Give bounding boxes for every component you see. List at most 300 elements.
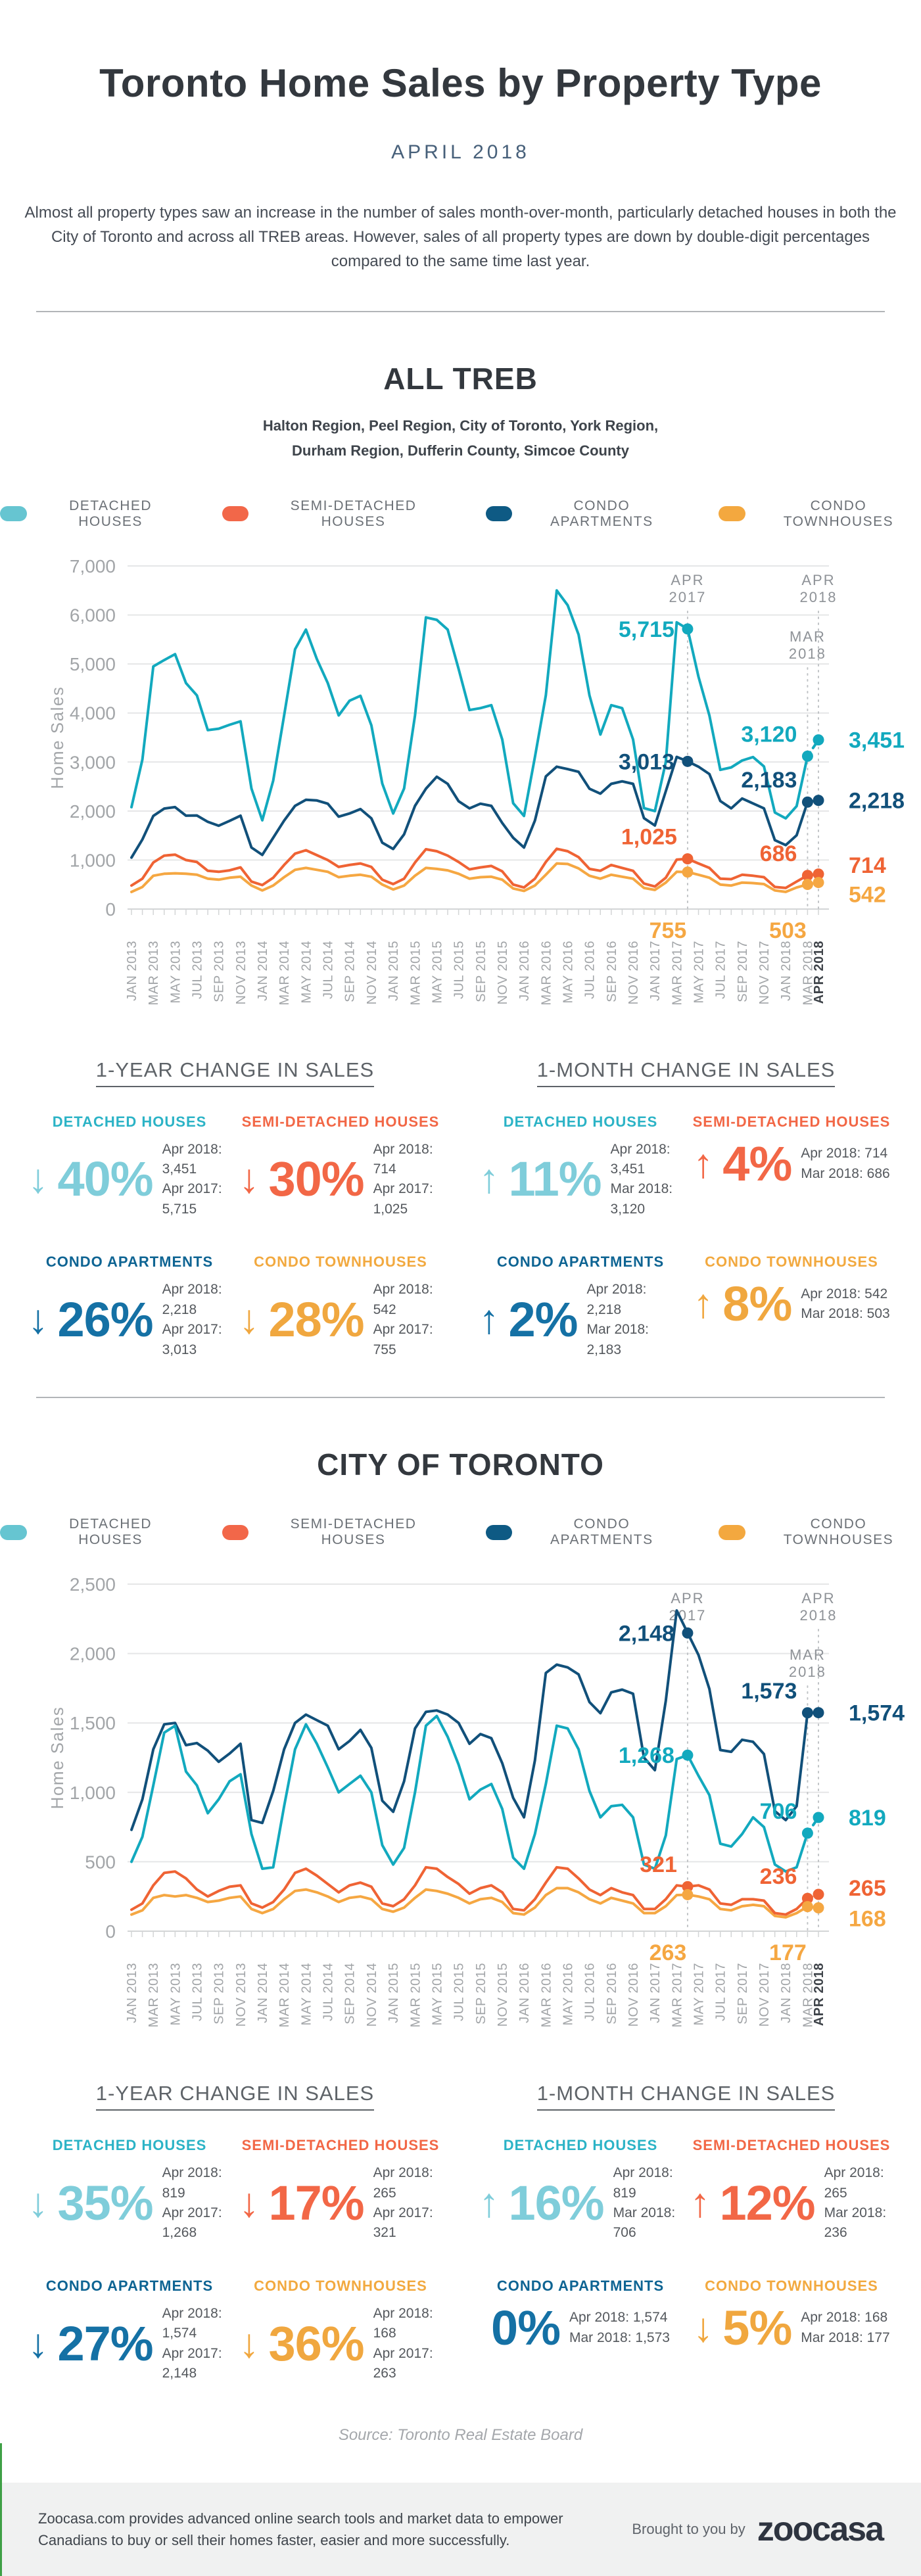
x-tick-label: NOV 2014 <box>365 1963 379 2026</box>
stat-line-current: Apr 2018: 3,451 <box>162 1140 231 1180</box>
annotation-label: APR <box>671 1590 704 1606</box>
legend-item-label: DETACHED HOUSES <box>37 1516 184 1548</box>
arrow-down-icon: ↓ <box>28 1159 49 1200</box>
stat-percent: 36% <box>269 2320 364 2368</box>
series-line-detached <box>131 590 807 820</box>
y-tick-label: 1,000 <box>70 1783 116 1803</box>
x-tick-label: JAN 2016 <box>517 941 532 1001</box>
stat-line-current: Apr 2018: 2,218 <box>586 1280 682 1320</box>
y-tick-label: 0 <box>105 1921 116 1942</box>
data-point-dot-townhouse <box>682 1889 693 1900</box>
legend-item-label: CONDO TOWNHOUSES <box>756 1516 921 1548</box>
annotation-label: 2018 <box>789 645 826 662</box>
footer-edge-accent <box>0 2443 2 2576</box>
legend-item-semi <box>222 1516 448 1548</box>
legend-item-label: CONDO APARTMENTS <box>523 1516 680 1548</box>
stat-value-row <box>28 1140 231 1220</box>
data-point-dot-townhouse <box>813 1902 824 1913</box>
detached-legend-swatch <box>0 506 27 521</box>
x-tick-label: MAY 2017 <box>692 1963 707 2026</box>
legend-item-detached <box>0 498 184 530</box>
one-year-stats-grid <box>28 2137 442 2384</box>
stat-line-previous: Apr 2017: 263 <box>373 2344 442 2384</box>
data-point-dot-semi <box>813 1889 824 1900</box>
x-tick-label: NOV 2015 <box>496 941 510 1004</box>
detached-legend-swatch <box>0 1525 27 1540</box>
x-tick-label: JAN 2018 <box>779 1963 793 2023</box>
all-treb-chart-svg <box>0 536 921 1006</box>
arrow-up-icon: ↑ <box>690 2183 711 2224</box>
stat-detail-lines <box>824 2163 893 2243</box>
stat-item-semi <box>239 1113 442 1220</box>
city-of-toronto-chart <box>0 1555 921 2033</box>
stat-item-townhouse <box>690 1253 893 1360</box>
x-tick-label: NOV 2017 <box>757 1963 772 2026</box>
y-tick-label: 3,000 <box>70 752 116 772</box>
x-tick-label: JAN 2014 <box>256 941 270 1001</box>
x-tick-label: NOV 2013 <box>234 1963 248 2026</box>
stat-item-semi <box>690 2137 893 2243</box>
stat-series-label: SEMI-DETACHED HOUSES <box>242 2137 440 2154</box>
stat-line-previous: Apr 2017: 1,025 <box>373 1179 442 1219</box>
x-tick-label: SEP 2014 <box>343 1963 358 2025</box>
x-tick-label: JAN 2014 <box>256 1963 270 2023</box>
stat-item-detached <box>28 2137 231 2243</box>
one-year-stats-grid <box>28 1113 442 1361</box>
callout-value-semi: 321 <box>640 1852 677 1877</box>
x-tick-label: APR 2018 <box>812 941 826 1004</box>
source-note: Source: Toronto Real Estate Board <box>0 2426 921 2445</box>
stat-item-condo <box>479 1253 682 1360</box>
data-point-dot-detached <box>682 623 693 634</box>
x-tick-label: JAN 2016 <box>517 1963 532 2023</box>
stat-line-previous: Mar 2018: 3,120 <box>611 1179 682 1219</box>
footer-brand <box>632 2510 883 2549</box>
x-tick-label: JUL 2017 <box>714 1963 728 2021</box>
callout-value-detached: 3,451 <box>849 728 905 753</box>
callout-value-detached: 5,715 <box>619 617 674 642</box>
x-tick-label: JUL 2015 <box>452 941 467 999</box>
x-tick-label: JUL 2014 <box>321 1963 336 2021</box>
y-tick-label: 5,000 <box>70 654 116 674</box>
y-tick-label: 1,500 <box>70 1713 116 1733</box>
one-month-change-block <box>479 1058 893 1361</box>
x-tick-label: NOV 2016 <box>626 1963 641 2026</box>
x-tick-label: NOV 2016 <box>626 941 641 1004</box>
annotation-label: 2017 <box>669 1607 706 1624</box>
x-tick-label: MAR 2014 <box>277 1963 292 2028</box>
x-tick-label: SEP 2017 <box>736 1963 750 2025</box>
footer <box>0 2483 921 2576</box>
annotation-label: APR <box>801 1590 835 1606</box>
x-tick-label: NOV 2014 <box>365 941 379 1004</box>
stat-percent: 2% <box>509 1296 578 1344</box>
stat-series-label: CONDO APARTMENTS <box>497 2278 664 2295</box>
stat-series-label: CONDO APARTMENTS <box>46 2278 213 2295</box>
callout-value-condo: 2,218 <box>849 788 905 813</box>
legend-item-label: SEMI-DETACHED HOUSES <box>259 498 448 530</box>
arrow-down-icon: ↓ <box>28 1300 49 1340</box>
stat-line-current: Apr 2018: 3,451 <box>611 1140 682 1180</box>
x-tick-label: SEP 2017 <box>736 941 750 1002</box>
arrow-up-icon: ↑ <box>693 1284 713 1324</box>
data-point-dot-semi <box>682 853 693 864</box>
stat-detail-lines <box>569 2308 670 2348</box>
stat-line-previous: Mar 2018: 2,183 <box>586 1320 682 1360</box>
stat-series-label: CONDO APARTMENTS <box>497 1253 664 1271</box>
stat-line-current: Apr 2018: 714 <box>373 1140 442 1180</box>
legend-item-condo <box>486 498 680 530</box>
one-year-title: 1-YEAR CHANGE IN SALES <box>96 2082 374 2111</box>
data-point-dot-detached <box>813 734 824 745</box>
stat-percent: 8% <box>722 1280 791 1328</box>
x-tick-label: APR 2018 <box>812 1963 826 2026</box>
x-tick-label: MAR 2015 <box>408 941 423 1006</box>
data-point-dot-condo <box>813 795 824 806</box>
x-tick-label: MAY 2014 <box>299 1963 314 2026</box>
stat-value-row <box>28 1280 231 1360</box>
callout-value-detached: 1,268 <box>619 1743 674 1768</box>
legend-item-label: DETACHED HOUSES <box>37 498 184 530</box>
stat-detail-lines <box>162 1280 231 1360</box>
stat-detail-lines <box>162 1140 231 1220</box>
legend <box>0 1516 921 1548</box>
y-tick-label: 1,000 <box>70 850 116 870</box>
y-tick-label: 7,000 <box>70 556 116 576</box>
stat-percent: 35% <box>58 2179 153 2228</box>
stat-line-previous: Mar 2018: 236 <box>824 2203 893 2243</box>
x-tick-label: MAR 2016 <box>539 941 554 1006</box>
stat-line-previous: Mar 2018: 686 <box>801 1164 889 1184</box>
stat-item-detached <box>479 1113 682 1220</box>
stat-detail-lines <box>586 1280 682 1360</box>
legend-item-label: CONDO TOWNHOUSES <box>756 498 921 530</box>
city-of-toronto-stats <box>0 2082 921 2384</box>
callout-value-semi: 236 <box>760 1864 797 1889</box>
one-month-title: 1-MONTH CHANGE IN SALES <box>537 2082 836 2111</box>
y-tick-label: 2,000 <box>70 1644 116 1664</box>
region-subtitle <box>0 413 921 464</box>
x-tick-label: NOV 2015 <box>496 1963 510 2026</box>
stat-detail-lines <box>373 2163 442 2243</box>
stat-line-previous: Mar 2018: 1,573 <box>569 2328 670 2348</box>
section-divider <box>36 311 885 312</box>
y-axis-title: Home Sales <box>47 1706 67 1810</box>
x-tick-label: SEP 2016 <box>605 941 619 1002</box>
callout-value-condo: 2,183 <box>741 768 797 793</box>
stat-percent: 28% <box>269 1296 364 1344</box>
stat-series-label: SEMI-DETACHED HOUSES <box>693 2137 891 2154</box>
x-tick-label: JUL 2015 <box>452 1963 467 2021</box>
callout-value-townhouse: 263 <box>649 1940 687 1965</box>
arrow-down-icon: ↓ <box>693 2308 713 2349</box>
y-axis-title: Home Sales <box>47 686 67 789</box>
series-line-semi <box>131 849 807 888</box>
arrow-down-icon: ↓ <box>239 1159 260 1200</box>
x-tick-label: MAY 2014 <box>299 941 314 1004</box>
stat-line-previous: Mar 2018: 706 <box>613 2203 682 2243</box>
stat-percent: 27% <box>58 2320 153 2368</box>
arrow-down-icon: ↓ <box>28 2324 49 2364</box>
brought-to-you-by-label: Brought to you by <box>632 2521 745 2538</box>
data-point-dot-condo <box>802 1707 813 1718</box>
x-tick-label: JUL 2013 <box>191 941 205 999</box>
annotation-label: APR <box>671 572 704 588</box>
all-treb-chart <box>0 536 921 1010</box>
stat-item-detached <box>479 2137 682 2243</box>
legend-item-condo <box>486 1516 680 1548</box>
arrow-down-icon: ↓ <box>239 2183 260 2224</box>
semi-legend-swatch <box>222 1525 249 1540</box>
stat-line-current: Apr 2018: 168 <box>801 2308 889 2328</box>
series-line-detached <box>131 1716 807 1872</box>
stat-line-current: Apr 2018: 542 <box>373 1280 442 1320</box>
stat-item-townhouse <box>239 2278 442 2384</box>
x-tick-label: MAR 2013 <box>147 941 161 1006</box>
x-tick-label: MAY 2015 <box>430 941 444 1004</box>
one-month-stats-grid <box>479 2137 893 2353</box>
x-tick-label: JAN 2013 <box>125 1963 139 2023</box>
one-year-title: 1-YEAR CHANGE IN SALES <box>96 1058 374 1087</box>
stat-series-label: CONDO APARTMENTS <box>46 1253 213 1271</box>
callout-value-condo: 1,573 <box>741 1679 797 1704</box>
stat-item-townhouse <box>239 1253 442 1360</box>
arrow-down-icon: ↓ <box>239 2324 260 2364</box>
stat-percent: 12% <box>720 2179 815 2228</box>
section-title: ALL TREB <box>0 361 921 396</box>
stat-value-row <box>239 2163 442 2243</box>
stat-line-current: Apr 2018: 265 <box>373 2163 442 2203</box>
legend-item-townhouse <box>719 1516 921 1548</box>
series-line-semi <box>131 1867 807 1915</box>
x-tick-label: MAR 2016 <box>539 1963 554 2028</box>
y-tick-label: 0 <box>105 899 116 920</box>
x-tick-label: SEP 2014 <box>343 941 358 1002</box>
x-tick-label: JAN 2015 <box>387 1963 401 2023</box>
stat-line-current: Apr 2018: 542 <box>801 1284 889 1304</box>
x-tick-label: NOV 2017 <box>757 941 772 1004</box>
annotation-label: APR <box>801 572 835 588</box>
data-point-dot-detached <box>813 1812 824 1823</box>
callout-value-semi: 1,025 <box>621 824 677 849</box>
townhouse-legend-swatch <box>719 506 745 521</box>
one-month-stats-grid <box>479 1113 893 1361</box>
arrow-up-icon: ↑ <box>479 1300 500 1340</box>
stat-line-previous: Mar 2018: 503 <box>801 1304 889 1324</box>
one-month-title: 1-MONTH CHANGE IN SALES <box>537 1058 836 1087</box>
data-point-dot-detached <box>682 1750 693 1761</box>
callout-value-detached: 3,120 <box>741 722 797 747</box>
stat-line-previous: Apr 2017: 3,013 <box>162 1320 231 1360</box>
stat-item-detached <box>28 1113 231 1220</box>
x-tick-label: NOV 2013 <box>234 941 248 1004</box>
stat-detail-lines <box>801 1284 889 1324</box>
stat-value-row <box>479 1280 682 1360</box>
stat-percent: 11% <box>509 1155 602 1204</box>
stat-item-townhouse <box>690 2278 893 2353</box>
annotation-label: 2018 <box>800 589 838 605</box>
stat-line-previous: Apr 2017: 755 <box>373 1320 442 1360</box>
legend-item-detached <box>0 1516 184 1548</box>
callout-value-detached: 706 <box>760 1799 797 1824</box>
x-tick-label: JAN 2015 <box>387 941 401 1001</box>
stat-series-label: DETACHED HOUSES <box>504 2137 658 2154</box>
stat-series-label: SEMI-DETACHED HOUSES <box>693 1113 891 1131</box>
stat-value-row <box>693 2304 889 2353</box>
stat-line-previous: Apr 2017: 321 <box>373 2203 442 2243</box>
arrow-up-icon: ↑ <box>479 1159 500 1200</box>
stat-detail-lines <box>373 2304 442 2384</box>
x-tick-label: MAY 2016 <box>561 941 575 1004</box>
legend-item-label: CONDO APARTMENTS <box>523 498 680 530</box>
y-tick-label: 500 <box>85 1852 116 1872</box>
x-tick-label: MAR 2017 <box>670 1963 684 2028</box>
x-tick-label: MAY 2015 <box>430 1963 444 2026</box>
stat-item-condo <box>28 1253 231 1360</box>
stat-line-current: Apr 2018: 265 <box>824 2163 893 2203</box>
x-tick-label: MAY 2016 <box>561 1963 575 2026</box>
stat-series-label: CONDO TOWNHOUSES <box>254 1253 427 1271</box>
callout-value-semi: 714 <box>849 853 886 878</box>
annotation-label: MAR <box>790 1647 826 1663</box>
stat-value-row <box>693 1140 889 1188</box>
x-tick-label: MAR 2017 <box>670 941 684 1006</box>
intro-text: Almost all property types saw an increase in the number of sales month-over-month, particularly detached houses in both the City of Toronto and across all TREB areas. However, sales of all property types are down by double-digit percentages compared to the same time last year. <box>20 200 901 274</box>
x-tick-label: MAY 2013 <box>168 1963 183 2026</box>
x-tick-label: JUL 2017 <box>714 941 728 999</box>
callout-value-condo: 2,148 <box>619 1621 674 1646</box>
data-point-dot-condo <box>813 1707 824 1718</box>
x-tick-label: MAR 2018 <box>801 1963 815 2028</box>
page-subtitle: APRIL 2018 <box>0 141 921 164</box>
semi-legend-swatch <box>222 506 249 521</box>
one-month-change-block <box>479 2082 893 2384</box>
stat-line-current: Apr 2018: 819 <box>613 2163 682 2203</box>
stat-line-current: Apr 2018: 2,218 <box>162 1280 231 1320</box>
stat-percent: 17% <box>269 2179 364 2228</box>
stat-line-previous: Mar 2018: 177 <box>801 2328 889 2348</box>
stat-line-current: Apr 2018: 168 <box>373 2304 442 2344</box>
stat-line-current: Apr 2018: 1,574 <box>162 2304 231 2344</box>
section-city-of-toronto <box>0 1447 921 2384</box>
callout-value-semi: 265 <box>849 1876 886 1901</box>
one-year-change-block <box>28 1058 442 1361</box>
y-tick-label: 2,500 <box>70 1574 116 1595</box>
x-tick-label: JUL 2016 <box>583 1963 598 2021</box>
x-tick-label: JAN 2013 <box>125 941 139 1001</box>
stat-detail-lines <box>801 2308 889 2348</box>
section-title: CITY OF TORONTO <box>0 1447 921 1482</box>
townhouse-legend-swatch <box>719 1525 745 1540</box>
stat-series-label: DETACHED HOUSES <box>53 2137 207 2154</box>
arrow-up-icon: ↑ <box>693 1144 713 1184</box>
stat-detail-lines <box>801 1144 889 1184</box>
annotation-label: 2017 <box>669 589 706 605</box>
stat-item-semi <box>690 1113 893 1220</box>
callout-value-semi: 686 <box>760 841 797 866</box>
stat-percent: 40% <box>58 1155 153 1204</box>
stat-line-current: Apr 2018: 819 <box>162 2163 231 2203</box>
stat-series-label: DETACHED HOUSES <box>53 1113 207 1131</box>
x-tick-label: JAN 2017 <box>648 1963 663 2023</box>
stat-line-previous: Apr 2017: 2,148 <box>162 2344 231 2384</box>
arrow-down-icon: ↓ <box>239 1300 260 1340</box>
callout-value-townhouse: 542 <box>849 882 886 907</box>
data-point-dot-townhouse <box>813 877 824 888</box>
region-line-1: Halton Region, Peel Region, City of Toronto, York Region, <box>0 413 921 439</box>
data-point-dot-condo <box>682 1628 693 1639</box>
arrow-up-icon: ↑ <box>479 2183 500 2224</box>
stat-value-row <box>239 2304 442 2384</box>
stat-detail-lines <box>373 1280 442 1360</box>
stat-percent: 4% <box>722 1140 791 1188</box>
x-tick-label: MAR 2018 <box>801 941 815 1006</box>
legend-item-label: SEMI-DETACHED HOUSES <box>259 1516 448 1548</box>
page-title: Toronto Home Sales by Property Type <box>0 60 921 106</box>
condo-legend-swatch <box>486 1525 513 1540</box>
stat-detail-lines <box>373 1140 442 1220</box>
x-tick-label: SEP 2016 <box>605 1963 619 2025</box>
stat-value-row <box>28 2163 231 2243</box>
x-tick-label: SEP 2013 <box>212 941 227 1002</box>
annotation-label: 2018 <box>800 1607 838 1624</box>
annotation-label: 2018 <box>789 1664 826 1680</box>
stat-value-row <box>693 1280 889 1328</box>
callout-value-townhouse: 177 <box>769 1940 807 1965</box>
stat-series-label: SEMI-DETACHED HOUSES <box>242 1113 440 1131</box>
section-divider <box>36 1397 885 1398</box>
all-treb-stats <box>0 1058 921 1361</box>
stat-value-row <box>479 1140 682 1220</box>
x-tick-label: JUL 2014 <box>321 941 336 999</box>
stat-value-row <box>479 2163 682 2243</box>
stat-detail-lines <box>611 1140 682 1220</box>
callout-value-condo: 3,013 <box>619 749 674 774</box>
page-header <box>0 0 921 274</box>
x-tick-label: MAR 2014 <box>277 941 292 1006</box>
region-line-2: Durham Region, Dufferin County, Simcoe County <box>0 438 921 464</box>
callout-value-townhouse: 503 <box>769 918 807 943</box>
stat-item-semi <box>239 2137 442 2243</box>
x-tick-label: JUL 2016 <box>583 941 598 999</box>
data-point-dot-condo <box>802 796 813 807</box>
stat-value-row <box>491 2304 670 2353</box>
x-tick-label: MAR 2013 <box>147 1963 161 2028</box>
stat-series-label: CONDO TOWNHOUSES <box>705 1253 878 1271</box>
callout-value-townhouse: 168 <box>849 1907 886 1932</box>
stat-item-condo <box>479 2278 682 2353</box>
stat-series-label: DETACHED HOUSES <box>504 1113 658 1131</box>
x-tick-label: SEP 2015 <box>474 1963 488 2025</box>
x-tick-label: JUL 2013 <box>191 1963 205 2021</box>
stat-percent: 16% <box>509 2179 604 2228</box>
footer-blurb: Zoocasa.com provides advanced online search tools and market data to empower Canadians to buy or sell their homes faster, easier and more successfully. <box>38 2508 590 2551</box>
y-tick-label: 6,000 <box>70 605 116 625</box>
stat-line-current: Apr 2018: 1,574 <box>569 2308 670 2328</box>
x-tick-label: MAR 2015 <box>408 1963 423 2028</box>
x-tick-label: JAN 2017 <box>648 941 663 1001</box>
data-point-dot-townhouse <box>682 866 693 878</box>
callout-value-detached: 819 <box>849 1806 886 1831</box>
data-point-dot-detached <box>802 750 813 761</box>
arrow-down-icon: ↓ <box>28 2183 49 2224</box>
condo-legend-swatch <box>486 506 513 521</box>
y-tick-label: 4,000 <box>70 703 116 723</box>
stat-line-previous: Apr 2017: 5,715 <box>162 1179 231 1219</box>
stat-item-condo <box>28 2278 231 2384</box>
x-tick-label: JAN 2018 <box>779 941 793 1001</box>
x-tick-label: SEP 2015 <box>474 941 488 1002</box>
